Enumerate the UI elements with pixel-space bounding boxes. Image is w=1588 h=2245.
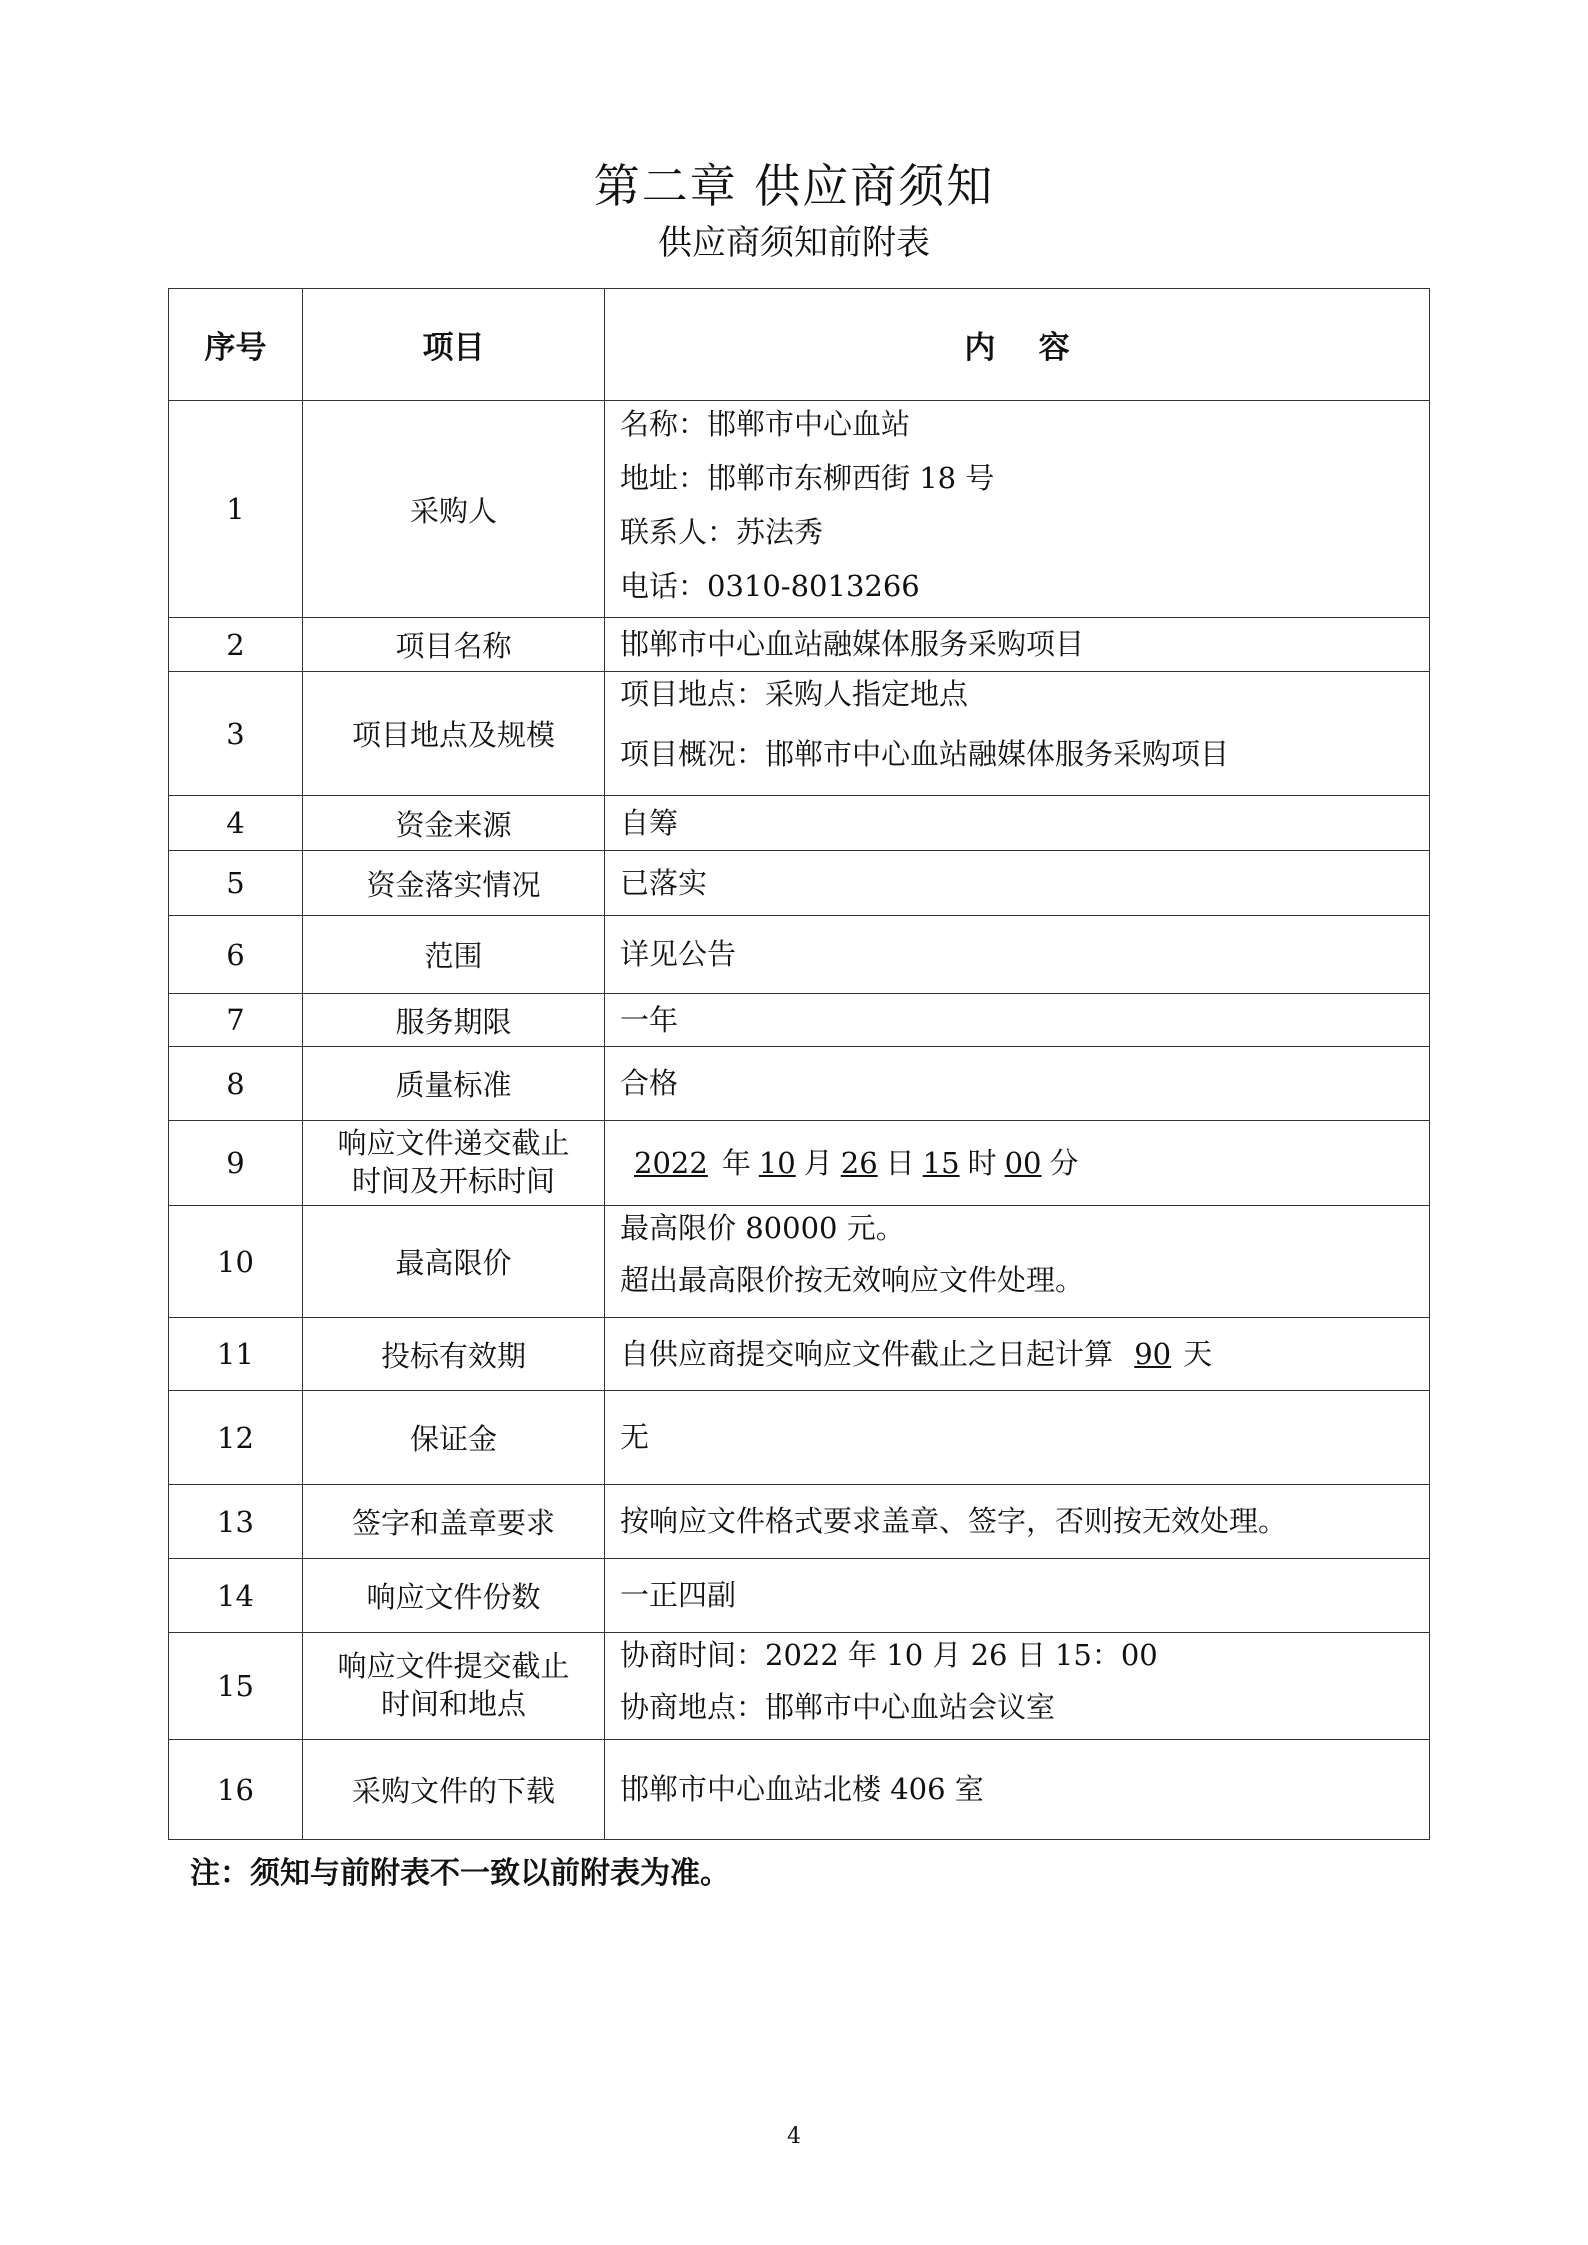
row-number: 15 <box>169 1633 303 1740</box>
table-row <box>169 672 1430 796</box>
validity-days: 90 <box>1134 1336 1172 1371</box>
deadline-month: 10 <box>758 1145 796 1180</box>
row-item: 响应文件份数 <box>303 1559 605 1633</box>
content-line: 超出最高限价按无效响应文件处理。 <box>620 1263 1085 1297</box>
table-row <box>169 1047 1430 1121</box>
table-row <box>169 1318 1430 1391</box>
table-note: 注：须知与前附表不一致以前附表为准。 <box>190 1856 730 1891</box>
row-item-line: 响应文件递交截止 <box>337 1126 570 1161</box>
row-item: 资金来源 <box>303 796 605 851</box>
content-line: 联系人：苏法秀 <box>620 515 824 549</box>
row-number: 12 <box>169 1391 303 1485</box>
row-item: 投标有效期 <box>303 1318 605 1391</box>
deadline-hour: 15 <box>922 1145 960 1180</box>
deadline-minute-unit: 分 <box>1049 1145 1079 1180</box>
content-line: 项目概况：邯郸市中心血站融媒体服务采购项目 <box>620 737 1230 771</box>
deadline-day: 26 <box>840 1145 878 1180</box>
deadline-day-unit: 日 <box>885 1145 915 1180</box>
row-item: 最高限价 <box>303 1206 605 1318</box>
table-row <box>169 1121 1430 1206</box>
table-row <box>169 1391 1430 1485</box>
row-item: 采购人 <box>303 401 605 618</box>
row-number: 9 <box>169 1121 303 1206</box>
row-content: 已落实 <box>605 851 1430 916</box>
content-line: 名称：邯郸市中心血站 <box>620 407 911 441</box>
row-content: 一正四副 <box>605 1559 1430 1633</box>
row-content: 按响应文件格式要求盖章、签字，否则按无效处理。 <box>605 1485 1430 1559</box>
row-number: 11 <box>169 1318 303 1391</box>
table-row <box>169 1633 1430 1740</box>
row-content: 邯郸市中心血站融媒体服务采购项目 <box>605 618 1430 672</box>
content-line: 地址：邯郸市东柳西街 18 号 <box>620 461 995 495</box>
table-row <box>169 796 1430 851</box>
deadline-month-unit: 月 <box>803 1145 833 1180</box>
table-row <box>169 1206 1430 1318</box>
row-number: 1 <box>169 401 303 618</box>
column-header-no: 序号 <box>169 289 303 401</box>
row-item: 范围 <box>303 916 605 994</box>
row-item: 采购文件的下载 <box>303 1740 605 1840</box>
deadline-year-unit: 年 <box>721 1145 751 1180</box>
row-item: 项目名称 <box>303 618 605 672</box>
row-content <box>605 672 1430 796</box>
table-title: 供应商须知前附表 <box>658 223 930 263</box>
row-number: 8 <box>169 1047 303 1121</box>
row-item-line: 时间和地点 <box>380 1687 526 1721</box>
table-row <box>169 851 1430 916</box>
row-item <box>303 1633 605 1740</box>
content-line: 最高限价 80000 元。 <box>620 1211 905 1245</box>
table-row <box>169 1559 1430 1633</box>
content-line: 协商时间：2022 年 10 月 26 日 15：00 <box>620 1638 1158 1672</box>
row-number: 7 <box>169 994 303 1047</box>
row-content <box>605 401 1430 618</box>
table-row <box>169 618 1430 672</box>
validity-days-unit: 天 <box>1183 1336 1213 1371</box>
row-number: 2 <box>169 618 303 672</box>
content-line: 项目地点：采购人指定地点 <box>620 677 969 711</box>
row-item: 资金落实情况 <box>303 851 605 916</box>
row-number: 10 <box>169 1206 303 1318</box>
row-item <box>303 1121 605 1206</box>
row-item: 服务期限 <box>303 994 605 1047</box>
row-number: 4 <box>169 796 303 851</box>
row-content: 无 <box>605 1391 1430 1485</box>
row-number: 5 <box>169 851 303 916</box>
table-header-row <box>169 289 1430 401</box>
row-number: 16 <box>169 1740 303 1840</box>
row-content: 合格 <box>605 1047 1430 1121</box>
row-content: 详见公告 <box>605 916 1430 994</box>
row-content: 邯郸市中心血站北楼 406 室 <box>605 1740 1430 1840</box>
row-item-line: 响应文件提交截止 <box>337 1649 570 1684</box>
row-number: 13 <box>169 1485 303 1559</box>
content-line: 电话：0310-8013266 <box>620 569 920 603</box>
row-content-deadline <box>605 1121 1430 1206</box>
chapter-title: 第二章 供应商须知 <box>593 159 995 213</box>
supplier-notice-table <box>168 288 1430 1840</box>
row-item-line: 时间及开标时间 <box>351 1164 555 1198</box>
row-number: 3 <box>169 672 303 796</box>
row-content: 一年 <box>605 994 1430 1047</box>
row-item: 签字和盖章要求 <box>303 1485 605 1559</box>
deadline-year: 2022 <box>634 1145 708 1180</box>
row-content <box>605 1633 1430 1740</box>
table-row <box>169 1485 1430 1559</box>
column-header-item: 项目 <box>303 289 605 401</box>
table-row <box>169 994 1430 1047</box>
row-content <box>605 1206 1430 1318</box>
column-header-content: 内 容 <box>605 289 1430 401</box>
row-content: 自筹 <box>605 796 1430 851</box>
validity-text: 自供应商提交响应文件截止之日起计算 <box>620 1336 1114 1371</box>
row-item: 保证金 <box>303 1391 605 1485</box>
content-line: 协商地点：邯郸市中心血站会议室 <box>620 1690 1056 1724</box>
deadline-hour-unit: 时 <box>967 1145 997 1180</box>
row-content-validity <box>605 1318 1430 1391</box>
row-number: 6 <box>169 916 303 994</box>
row-number: 14 <box>169 1559 303 1633</box>
row-item: 项目地点及规模 <box>303 672 605 796</box>
table-row <box>169 1740 1430 1840</box>
table-row <box>169 401 1430 618</box>
row-item: 质量标准 <box>303 1047 605 1121</box>
page-number: 4 <box>787 2124 801 2149</box>
table-row <box>169 916 1430 994</box>
deadline-minute: 00 <box>1004 1145 1042 1180</box>
